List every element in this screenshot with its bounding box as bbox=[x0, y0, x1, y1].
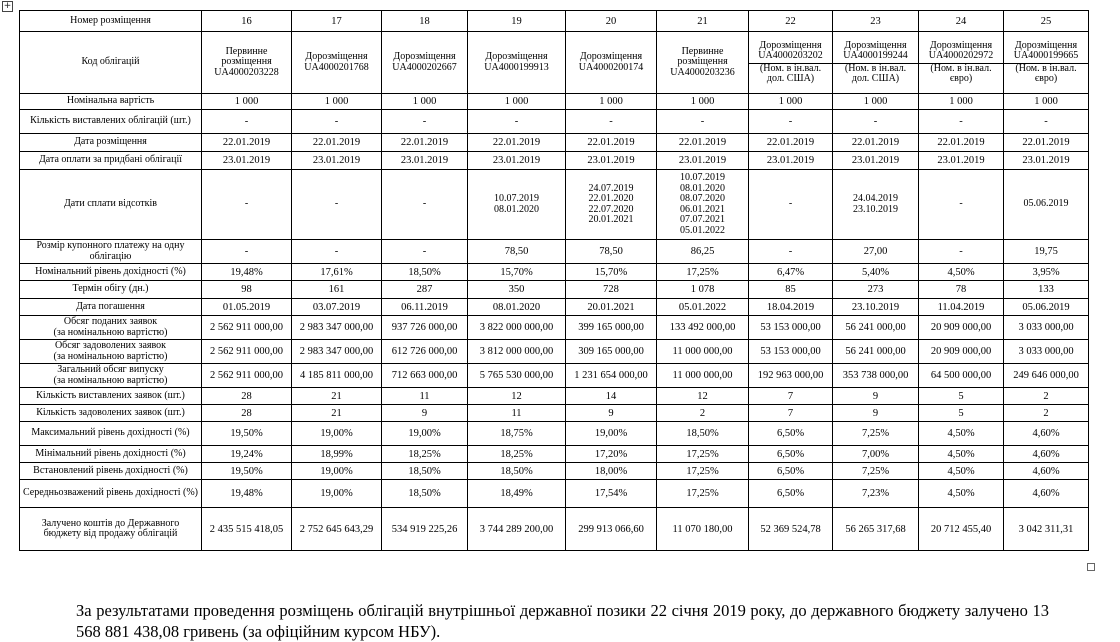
set-yield-cell: 18,50% bbox=[382, 463, 468, 480]
min-yield-cell: 18,25% bbox=[382, 446, 468, 463]
min-yield-cell: 7,00% bbox=[833, 446, 919, 463]
bids-count-cell: 2 bbox=[1004, 388, 1089, 405]
submitted-cell: 399 165 000,00 bbox=[566, 316, 657, 340]
number-cell: 17 bbox=[292, 11, 382, 32]
offered-cell: - bbox=[468, 110, 566, 134]
bond-placement-table bbox=[19, 10, 1089, 551]
nominal-cell: 1 000 bbox=[566, 94, 657, 110]
bond-code-cell bbox=[566, 32, 657, 94]
placement-date-cell: 22.01.2019 bbox=[657, 134, 749, 152]
bids-satisfied-cell: 5 bbox=[919, 405, 1004, 422]
payment-date-cell: 23.01.2019 bbox=[566, 152, 657, 170]
offered-cell: - bbox=[292, 110, 382, 134]
avg-yield-cell: 19,48% bbox=[202, 480, 292, 508]
placement-date-cell: 22.01.2019 bbox=[566, 134, 657, 152]
term-cell: 1 078 bbox=[657, 281, 749, 299]
raised-cell: 56 265 317,68 bbox=[833, 508, 919, 551]
set-yield-cell: 4,60% bbox=[1004, 463, 1089, 480]
total-issue-cell: 192 963 000,00 bbox=[749, 364, 833, 388]
bond-code: UA4000199244 bbox=[833, 51, 918, 64]
set-yield-cell: 19,00% bbox=[292, 463, 382, 480]
placement-date-cell: 22.01.2019 bbox=[833, 134, 919, 152]
number-cell: 19 bbox=[468, 11, 566, 32]
total-issue-cell: 2 562 911 000,00 bbox=[202, 364, 292, 388]
yield-nominal-cell: 5,40% bbox=[833, 264, 919, 281]
interest-dates-cell: - bbox=[292, 170, 382, 240]
nominal-cell: 1 000 bbox=[202, 94, 292, 110]
avg-yield-cell: 18,49% bbox=[468, 480, 566, 508]
bids-satisfied-cell: 2 bbox=[1004, 405, 1089, 422]
bond-code: UA4000203228 bbox=[214, 66, 279, 78]
bond-code-cell bbox=[382, 32, 468, 94]
maturity-cell: 01.05.2019 bbox=[202, 299, 292, 316]
avg-yield-cell: 6,50% bbox=[749, 480, 833, 508]
offered-cell: - bbox=[382, 110, 468, 134]
yield-nominal-cell: 17,61% bbox=[292, 264, 382, 281]
maturity-cell: 18.04.2019 bbox=[749, 299, 833, 316]
table-row-max-yield bbox=[20, 422, 1089, 446]
payment-date-cell: 23.01.2019 bbox=[749, 152, 833, 170]
bond-code-cell bbox=[833, 32, 919, 94]
max-yield-cell: 19,00% bbox=[382, 422, 468, 446]
maturity-cell: 03.07.2019 bbox=[292, 299, 382, 316]
placement-date-cell: 22.01.2019 bbox=[202, 134, 292, 152]
placement-type: Дорозміщення bbox=[844, 39, 907, 51]
term-cell: 133 bbox=[1004, 281, 1089, 299]
row-label: Середньозважений рівень дохідності (%) bbox=[20, 480, 202, 508]
table-row-offered bbox=[20, 110, 1089, 134]
maturity-cell: 08.01.2020 bbox=[468, 299, 566, 316]
submitted-cell: 133 492 000,00 bbox=[657, 316, 749, 340]
table-row-placement-date bbox=[20, 134, 1089, 152]
row-label: Термін обігу (дн.) bbox=[20, 281, 202, 299]
interest-dates-cell: 24.04.2019 23.10.2019 bbox=[833, 170, 919, 240]
nominal-cell: 1 000 bbox=[382, 94, 468, 110]
nominal-cell: 1 000 bbox=[1004, 94, 1089, 110]
interest-dates-cell: 24.07.2019 22.01.2020 22.07.2020 20.01.2021 bbox=[566, 170, 657, 240]
placement-type: Дорозміщення bbox=[929, 39, 993, 51]
payment-date-cell: 23.01.2019 bbox=[468, 152, 566, 170]
bond-code-cell bbox=[202, 32, 292, 94]
raised-cell: 2 435 515 418,05 bbox=[202, 508, 292, 551]
satisfied-cell: 3 812 000 000,00 bbox=[468, 340, 566, 364]
maturity-cell: 05.06.2019 bbox=[1004, 299, 1089, 316]
min-yield-cell: 4,60% bbox=[1004, 446, 1089, 463]
table-row-satisfied bbox=[20, 340, 1089, 364]
interest-dates-cell: - bbox=[749, 170, 833, 240]
number-cell: 16 bbox=[202, 11, 292, 32]
coupon-cell: 86,25 bbox=[657, 240, 749, 264]
row-label: Кількість задоволених заявок (шт.) bbox=[20, 405, 202, 422]
avg-yield-cell: 7,23% bbox=[833, 480, 919, 508]
min-yield-cell: 4,50% bbox=[919, 446, 1004, 463]
number-cell: 20 bbox=[566, 11, 657, 32]
bond-code: UA4000203236 bbox=[670, 66, 735, 78]
bids-count-cell: 9 bbox=[833, 388, 919, 405]
bids-satisfied-cell: 11 bbox=[468, 405, 566, 422]
raised-cell: 3 744 289 200,00 bbox=[468, 508, 566, 551]
bond-code: UA4000203202 bbox=[749, 51, 832, 64]
bids-satisfied-cell: 9 bbox=[566, 405, 657, 422]
avg-yield-cell: 18,50% bbox=[382, 480, 468, 508]
term-cell: 85 bbox=[749, 281, 833, 299]
row-label: Залучено коштів до Державного бюджету від продажу облігацій bbox=[20, 508, 202, 551]
max-yield-cell: 19,00% bbox=[566, 422, 657, 446]
offered-cell: - bbox=[749, 110, 833, 134]
maturity-cell: 20.01.2021 bbox=[566, 299, 657, 316]
row-label: Код облігацій bbox=[20, 32, 202, 94]
bond-code: UA4000202667 bbox=[392, 61, 457, 73]
bids-count-cell: 12 bbox=[468, 388, 566, 405]
raised-cell: 299 913 066,60 bbox=[566, 508, 657, 551]
yield-nominal-cell: 17,25% bbox=[657, 264, 749, 281]
interest-dates-cell: 05.06.2019 bbox=[1004, 170, 1089, 240]
table-row-nominal bbox=[20, 94, 1089, 110]
max-yield-cell: 4,60% bbox=[1004, 422, 1089, 446]
coupon-cell: 78,50 bbox=[468, 240, 566, 264]
table-row-total-issue bbox=[20, 364, 1089, 388]
max-yield-cell: 19,00% bbox=[292, 422, 382, 446]
row-label: Максимальний рівень дохідності (%) bbox=[20, 422, 202, 446]
row-label: Дати сплати відсотків bbox=[20, 170, 202, 240]
set-yield-cell: 4,50% bbox=[919, 463, 1004, 480]
nominal-cell: 1 000 bbox=[657, 94, 749, 110]
satisfied-cell: 11 000 000,00 bbox=[657, 340, 749, 364]
placement-type: Дорозміщення bbox=[305, 51, 368, 62]
table-row-term bbox=[20, 281, 1089, 299]
submitted-cell: 2 562 911 000,00 bbox=[202, 316, 292, 340]
offered-cell: - bbox=[1004, 110, 1089, 134]
submitted-cell: 3 822 000 000,00 bbox=[468, 316, 566, 340]
satisfied-cell: 20 909 000,00 bbox=[919, 340, 1004, 364]
table-resize-handle[interactable] bbox=[1087, 563, 1095, 571]
placement-date-cell: 22.01.2019 bbox=[382, 134, 468, 152]
term-cell: 287 bbox=[382, 281, 468, 299]
bids-count-cell: 28 bbox=[202, 388, 292, 405]
raised-cell: 20 712 455,40 bbox=[919, 508, 1004, 551]
total-issue-cell: 11 000 000,00 bbox=[657, 364, 749, 388]
interest-dates-cell: - bbox=[919, 170, 1004, 240]
set-yield-cell: 7,25% bbox=[833, 463, 919, 480]
interest-dates-cell: 10.07.2019 08.01.2020 bbox=[468, 170, 566, 240]
number-cell: 23 bbox=[833, 11, 919, 32]
yield-nominal-cell: 3,95% bbox=[1004, 264, 1089, 281]
satisfied-cell: 3 033 000,00 bbox=[1004, 340, 1089, 364]
number-cell: 25 bbox=[1004, 11, 1089, 32]
total-issue-cell: 712 663 000,00 bbox=[382, 364, 468, 388]
nominal-cell: 1 000 bbox=[468, 94, 566, 110]
interest-dates-cell: - bbox=[382, 170, 468, 240]
payment-date-cell: 23.01.2019 bbox=[657, 152, 749, 170]
bids-count-cell: 11 bbox=[382, 388, 468, 405]
payment-date-cell: 23.01.2019 bbox=[1004, 152, 1089, 170]
yield-nominal-cell: 15,70% bbox=[566, 264, 657, 281]
nominal-cell: 1 000 bbox=[833, 94, 919, 110]
table-row-code bbox=[20, 32, 1089, 94]
bids-count-cell: 14 bbox=[566, 388, 657, 405]
row-label: Мінімальний рівень дохідності (%) bbox=[20, 446, 202, 463]
term-cell: 98 bbox=[202, 281, 292, 299]
table-row-bids-count bbox=[20, 388, 1089, 405]
max-yield-cell: 4,50% bbox=[919, 422, 1004, 446]
total-issue-cell: 1 231 654 000,00 bbox=[566, 364, 657, 388]
yield-nominal-cell: 4,50% bbox=[919, 264, 1004, 281]
offered-cell: - bbox=[566, 110, 657, 134]
row-label: Обсяг поданих заявок (за номінальною вартістю) bbox=[20, 316, 202, 340]
table-row-maturity bbox=[20, 299, 1089, 316]
avg-yield-cell: 17,54% bbox=[566, 480, 657, 508]
max-yield-cell: 18,50% bbox=[657, 422, 749, 446]
bids-satisfied-cell: 2 bbox=[657, 405, 749, 422]
satisfied-cell: 309 165 000,00 bbox=[566, 340, 657, 364]
table-move-icon[interactable]: + bbox=[3, 1, 12, 11]
bond-code: UA4000201768 bbox=[304, 61, 369, 73]
payment-date-cell: 23.01.2019 bbox=[202, 152, 292, 170]
submitted-cell: 3 033 000,00 bbox=[1004, 316, 1089, 340]
bids-count-cell: 5 bbox=[919, 388, 1004, 405]
term-cell: 78 bbox=[919, 281, 1004, 299]
table-row-interest-dates bbox=[20, 170, 1089, 240]
table-row-min-yield bbox=[20, 446, 1089, 463]
row-label: Встановлений рівень дохідності (%) bbox=[20, 463, 202, 480]
table-row-raised bbox=[20, 508, 1089, 551]
raised-cell: 2 752 645 643,29 bbox=[292, 508, 382, 551]
bond-code: UA4000199913 bbox=[484, 61, 549, 73]
set-yield-cell: 17,25% bbox=[657, 463, 749, 480]
yield-nominal-cell: 6,47% bbox=[749, 264, 833, 281]
maturity-cell: 11.04.2019 bbox=[919, 299, 1004, 316]
row-label: Номінальний рівень дохідності (%) bbox=[20, 264, 202, 281]
currency-note: (Ном. в ін.вал. євро) bbox=[1015, 62, 1077, 84]
placement-type: Первинне розміщення bbox=[677, 45, 728, 68]
satisfied-cell: 2 983 347 000,00 bbox=[292, 340, 382, 364]
bids-satisfied-cell: 9 bbox=[833, 405, 919, 422]
coupon-cell: - bbox=[382, 240, 468, 264]
avg-yield-cell: 4,50% bbox=[919, 480, 1004, 508]
placement-date-cell: 22.01.2019 bbox=[468, 134, 566, 152]
table-row-submitted bbox=[20, 316, 1089, 340]
total-issue-cell: 353 738 000,00 bbox=[833, 364, 919, 388]
total-issue-cell: 4 185 811 000,00 bbox=[292, 364, 382, 388]
yield-nominal-cell: 15,70% bbox=[468, 264, 566, 281]
bond-code-cell bbox=[1004, 32, 1089, 94]
row-label: Дата оплати за придбані облігації bbox=[20, 152, 202, 170]
bids-count-cell: 7 bbox=[749, 388, 833, 405]
coupon-cell: - bbox=[292, 240, 382, 264]
payment-date-cell: 23.01.2019 bbox=[382, 152, 468, 170]
max-yield-cell: 19,50% bbox=[202, 422, 292, 446]
max-yield-cell: 6,50% bbox=[749, 422, 833, 446]
term-cell: 273 bbox=[833, 281, 919, 299]
table-row-payment-date bbox=[20, 152, 1089, 170]
submitted-cell: 2 983 347 000,00 bbox=[292, 316, 382, 340]
avg-yield-cell: 4,60% bbox=[1004, 480, 1089, 508]
set-yield-cell: 19,50% bbox=[202, 463, 292, 480]
table-row-coupon bbox=[20, 240, 1089, 264]
min-yield-cell: 18,25% bbox=[468, 446, 566, 463]
payment-date-cell: 23.01.2019 bbox=[292, 152, 382, 170]
submitted-cell: 56 241 000,00 bbox=[833, 316, 919, 340]
submitted-cell: 937 726 000,00 bbox=[382, 316, 468, 340]
table-row-number bbox=[20, 11, 1089, 32]
placement-date-cell: 22.01.2019 bbox=[1004, 134, 1089, 152]
summary-paragraph: За результатами проведення розміщень облігацій внутрішньої державної позики 22 січня 2019 року, до державного бюджету залучено 13 568 881 438,08 гривень (за офіційним курсом НБУ). bbox=[76, 600, 1049, 641]
bids-satisfied-cell: 28 bbox=[202, 405, 292, 422]
maturity-cell: 23.10.2019 bbox=[833, 299, 919, 316]
row-label: Дата розміщення bbox=[20, 134, 202, 152]
table-row-avg-yield bbox=[20, 480, 1089, 508]
coupon-cell: 78,50 bbox=[566, 240, 657, 264]
bids-satisfied-cell: 21 bbox=[292, 405, 382, 422]
bond-code: UA4000199665 bbox=[1004, 51, 1088, 64]
payment-date-cell: 23.01.2019 bbox=[833, 152, 919, 170]
table-row-bids-satisfied bbox=[20, 405, 1089, 422]
coupon-cell: - bbox=[202, 240, 292, 264]
placement-type: Дорозміщення bbox=[1014, 39, 1078, 51]
number-cell: 24 bbox=[919, 11, 1004, 32]
min-yield-cell: 19,24% bbox=[202, 446, 292, 463]
bids-count-cell: 12 bbox=[657, 388, 749, 405]
interest-dates-cell: - bbox=[202, 170, 292, 240]
placement-type: Первинне розміщення bbox=[221, 45, 272, 68]
yield-nominal-cell: 18,50% bbox=[382, 264, 468, 281]
total-issue-cell: 64 500 000,00 bbox=[919, 364, 1004, 388]
row-label: Номінальна вартість bbox=[20, 94, 202, 110]
bond-code-cell bbox=[468, 32, 566, 94]
offered-cell: - bbox=[657, 110, 749, 134]
term-cell: 161 bbox=[292, 281, 382, 299]
satisfied-cell: 612 726 000,00 bbox=[382, 340, 468, 364]
maturity-cell: 05.01.2022 bbox=[657, 299, 749, 316]
placement-date-cell: 22.01.2019 bbox=[292, 134, 382, 152]
satisfied-cell: 56 241 000,00 bbox=[833, 340, 919, 364]
avg-yield-cell: 17,25% bbox=[657, 480, 749, 508]
interest-dates-cell: 10.07.2019 08.01.2020 08.07.2020 06.01.2021 07.07.2021 05.01.2022 bbox=[657, 170, 749, 240]
set-yield-cell: 18,00% bbox=[566, 463, 657, 480]
min-yield-cell: 17,20% bbox=[566, 446, 657, 463]
coupon-cell: - bbox=[919, 240, 1004, 264]
row-label: Дата погашення bbox=[20, 299, 202, 316]
bond-code-cell bbox=[657, 32, 749, 94]
term-cell: 728 bbox=[566, 281, 657, 299]
bond-code-cell bbox=[919, 32, 1004, 94]
nominal-cell: 1 000 bbox=[749, 94, 833, 110]
table-row-yield-nominal bbox=[20, 264, 1089, 281]
number-cell: 18 bbox=[382, 11, 468, 32]
placement-type: Дорозміщення bbox=[579, 51, 643, 62]
min-yield-cell: 18,99% bbox=[292, 446, 382, 463]
coupon-cell: 19,75 bbox=[1004, 240, 1089, 264]
row-label: Обсяг задоволених заявок (за номінальною вартістю) bbox=[20, 340, 202, 364]
row-label: Кількість виставлених заявок (шт.) bbox=[20, 388, 202, 405]
avg-yield-cell: 19,00% bbox=[292, 480, 382, 508]
number-cell: 21 bbox=[657, 11, 749, 32]
placement-type: Дорозміщення bbox=[485, 51, 548, 62]
row-label: Номер розміщення bbox=[20, 11, 202, 32]
row-label: Загальний обсяг випуску (за номінальною вартістю) bbox=[20, 364, 202, 388]
submitted-cell: 53 153 000,00 bbox=[749, 316, 833, 340]
raised-cell: 534 919 225,26 bbox=[382, 508, 468, 551]
bond-code-cell bbox=[749, 32, 833, 94]
raised-cell: 52 369 524,78 bbox=[749, 508, 833, 551]
nominal-cell: 1 000 bbox=[292, 94, 382, 110]
max-yield-cell: 7,25% bbox=[833, 422, 919, 446]
raised-cell: 11 070 180,00 bbox=[657, 508, 749, 551]
coupon-cell: 27,00 bbox=[833, 240, 919, 264]
bids-count-cell: 21 bbox=[292, 388, 382, 405]
term-cell: 350 bbox=[468, 281, 566, 299]
row-label: Кількість виставлених облігацій (шт.) bbox=[20, 110, 202, 134]
yield-nominal-cell: 19,48% bbox=[202, 264, 292, 281]
total-issue-cell: 5 765 530 000,00 bbox=[468, 364, 566, 388]
max-yield-cell: 18,75% bbox=[468, 422, 566, 446]
bids-satisfied-cell: 7 bbox=[749, 405, 833, 422]
placement-date-cell: 22.01.2019 bbox=[919, 134, 1004, 152]
submitted-cell: 20 909 000,00 bbox=[919, 316, 1004, 340]
currency-note: (Ном. в ін.вал. євро) bbox=[930, 62, 992, 84]
offered-cell: - bbox=[919, 110, 1004, 134]
set-yield-cell: 6,50% bbox=[749, 463, 833, 480]
total-issue-cell: 249 646 000,00 bbox=[1004, 364, 1089, 388]
placement-type: Дорозміщення bbox=[393, 51, 456, 62]
satisfied-cell: 53 153 000,00 bbox=[749, 340, 833, 364]
raised-cell: 3 042 311,31 bbox=[1004, 508, 1089, 551]
min-yield-cell: 17,25% bbox=[657, 446, 749, 463]
currency-note: (Ном. в ін.вал. дол. США) bbox=[844, 62, 907, 84]
nominal-cell: 1 000 bbox=[919, 94, 1004, 110]
bond-code: UA4000202972 bbox=[919, 51, 1003, 64]
bids-satisfied-cell: 9 bbox=[382, 405, 468, 422]
satisfied-cell: 2 562 911 000,00 bbox=[202, 340, 292, 364]
maturity-cell: 06.11.2019 bbox=[382, 299, 468, 316]
placement-type: Дорозміщення bbox=[759, 39, 822, 51]
table-row-set-yield bbox=[20, 463, 1089, 480]
payment-date-cell: 23.01.2019 bbox=[919, 152, 1004, 170]
offered-cell: - bbox=[833, 110, 919, 134]
currency-note: (Ном. в ін.вал. дол. США) bbox=[759, 62, 822, 84]
set-yield-cell: 18,50% bbox=[468, 463, 566, 480]
coupon-cell: - bbox=[749, 240, 833, 264]
placement-date-cell: 22.01.2019 bbox=[749, 134, 833, 152]
bond-code-cell bbox=[292, 32, 382, 94]
min-yield-cell: 6,50% bbox=[749, 446, 833, 463]
offered-cell: - bbox=[202, 110, 292, 134]
bond-code: UA4000200174 bbox=[578, 61, 644, 73]
number-cell: 22 bbox=[749, 11, 833, 32]
row-label: Розмір купонного платежу на одну облігацію bbox=[20, 240, 202, 264]
